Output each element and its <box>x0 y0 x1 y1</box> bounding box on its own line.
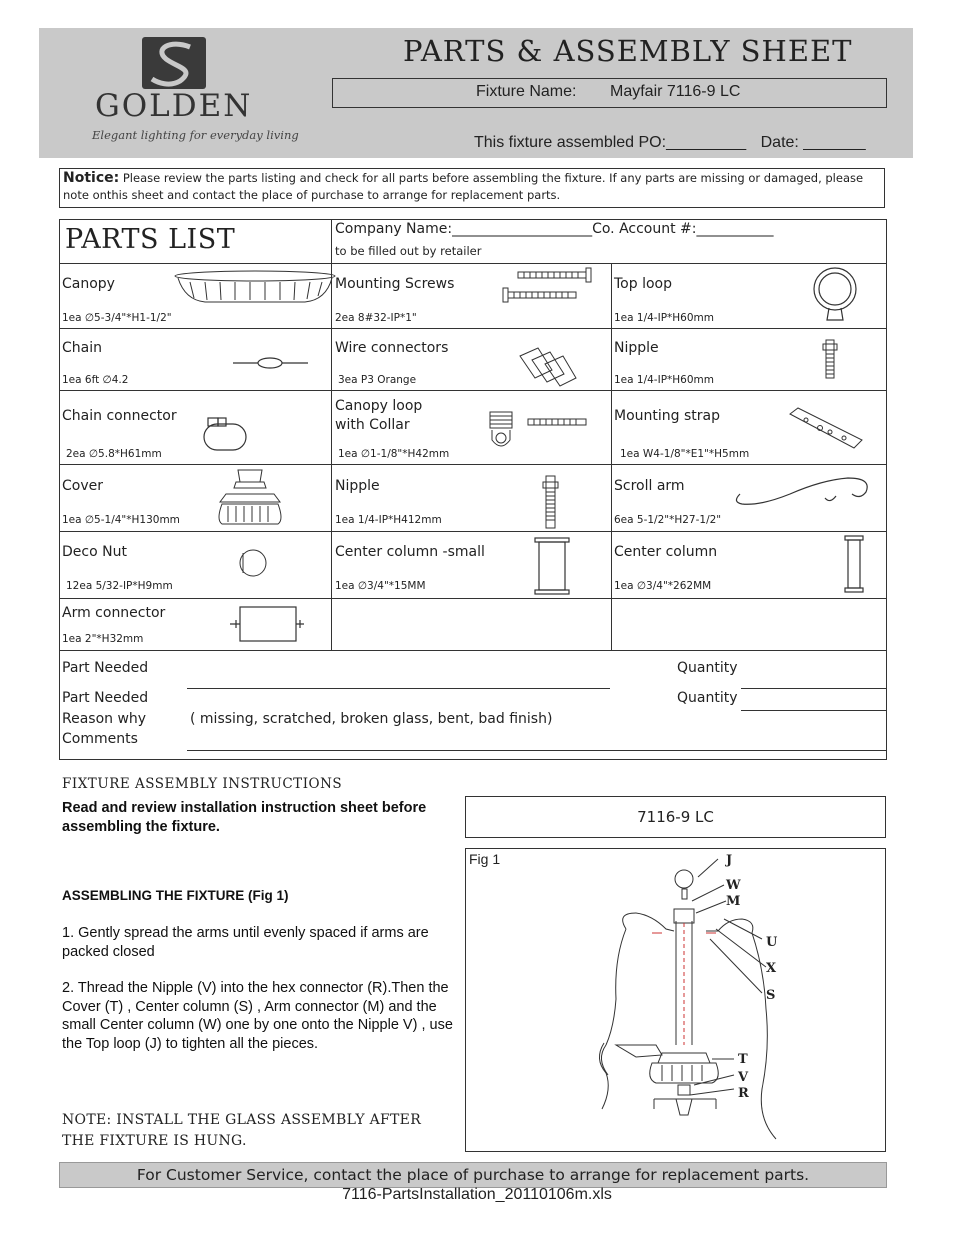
part-name: Cover <box>62 478 103 494</box>
part-needed-line[interactable] <box>187 688 610 689</box>
part-spec: 1ea 2"*H32mm <box>62 633 144 645</box>
chain-connector-icon <box>204 418 246 450</box>
notice-label: Notice: <box>63 170 120 186</box>
quantity-label: Quantity <box>677 660 738 676</box>
po-field: This fixture assembled PO:_________ <box>474 134 747 151</box>
file-name: 7116-PartsInstallation_20110106m.xls <box>342 1186 612 1203</box>
date-field: Date: _______ <box>760 134 866 151</box>
part-spec: 1ea 6ft ∅4.2 <box>62 374 129 386</box>
label-m: M <box>726 894 741 909</box>
logo-tagline: Elegant lighting for everyday living <box>92 128 299 142</box>
canopy-icon <box>175 271 335 302</box>
model-number: 7116-9 LC <box>637 808 714 826</box>
label-v: V <box>738 1070 749 1085</box>
label-t: T <box>738 1052 748 1067</box>
nipple-long-icon <box>543 476 558 528</box>
part-spec: 1ea ∅1-1/8"*H42mm <box>338 448 450 460</box>
chain-icon <box>233 358 308 368</box>
label-j: J <box>726 853 733 868</box>
part-spec: 12ea 5/32-IP*H9mm <box>66 580 173 592</box>
label-r: R <box>738 1086 749 1101</box>
read-review-text: Read and review installation instruction sheet before assembling the fixture. <box>62 800 427 835</box>
label-s: S <box>766 988 776 1003</box>
part-spec: 1ea 1/4-IP*H60mm <box>614 374 714 386</box>
nipple-icon <box>823 340 837 378</box>
fig-label: Fig 1 <box>469 851 501 867</box>
top-loop-icon <box>814 268 856 320</box>
canopy-loop-icon <box>490 412 586 446</box>
part-spec: 1ea ∅3/4"*15MM <box>335 580 426 592</box>
part-spec: 2ea ∅5.8*H61mm <box>66 448 162 460</box>
mounting-screws-icon <box>503 268 591 302</box>
fixture-name-value: Mayfair 7116-9 LC <box>610 83 741 100</box>
part-name: Mounting Screws <box>335 276 455 292</box>
part-name: Mounting strap <box>614 408 720 424</box>
part-name: Arm connector <box>62 605 166 621</box>
part-name-line2: with Collar <box>335 417 410 433</box>
parts-list-title: PARTS LIST <box>65 224 236 255</box>
deco-nut-icon <box>240 550 266 576</box>
figure-1 <box>465 848 886 1152</box>
part-spec: 6ea 5-1/2"*H27-1/2" <box>614 514 722 526</box>
step-1: 1. Gently spread the arms until evenly spaced if arms are packed closed <box>62 925 429 960</box>
part-name: Center column <box>614 544 718 560</box>
model-box <box>465 796 886 838</box>
part-name: Nipple <box>335 478 380 494</box>
quantity-line[interactable] <box>741 710 886 711</box>
part-name: Canopy <box>62 276 115 292</box>
part-spec: 1ea W4-1/8"*E1"*H5mm <box>620 448 750 460</box>
part-spec: 1ea ∅3/4"*262MM <box>614 580 712 592</box>
part-name: Chain <box>62 340 102 356</box>
part-spec: 3ea P3 Orange <box>338 374 417 386</box>
comments-label: Comments <box>62 731 138 747</box>
arm-connector-icon <box>230 607 304 641</box>
customer-service-footer: For Customer Service, contact the place of purchase to arrange for replacement parts. <box>59 1162 887 1188</box>
part-name: Nipple <box>614 340 659 356</box>
logo-word: GOLDEN <box>95 88 253 124</box>
step-2: 2. Thread the Nipple (V) into the hex connector (R).Then the Cover (T) , Center column (S) , Arm connector (M) and the small Center column (W) one by one onto the Nipple V) , use the Top loop (J) to tighten all the pieces. <box>62 980 453 1052</box>
part-name: Top loop <box>614 276 672 292</box>
company-line: Company Name:____________________Co. Account #:___________ <box>335 221 774 237</box>
section-title: FIXTURE ASSEMBLY INSTRUCTIONS <box>62 776 343 792</box>
notice-text: Please review the parts listing and check for all parts before assembling the fixture. If any parts are missing or damaged, please note onthis sheet and contact the place of purchase to arrange for replacement parts. <box>63 171 864 202</box>
wire-connectors-icon <box>520 348 576 386</box>
part-name: Canopy loop <box>335 398 423 414</box>
part-name: Deco Nut <box>62 544 127 560</box>
part-name: Chain connector <box>62 408 177 424</box>
page-title: PARTS & ASSEMBLY SHEET <box>403 34 853 68</box>
fixture-name-label: Fixture Name: <box>476 83 577 100</box>
center-column-small-icon <box>535 538 569 594</box>
part-spec: 1ea ∅5-1/4"*H130mm <box>62 514 180 526</box>
quantity-label: Quantity <box>677 690 738 706</box>
part-name: Center column -small <box>335 544 485 560</box>
cover-icon <box>219 470 281 524</box>
mounting-strap-icon <box>790 408 862 448</box>
part-needed-label: Part Needed <box>62 660 149 676</box>
scroll-arm-icon <box>736 478 867 504</box>
part-spec: 1ea 1/4-IP*H412mm <box>335 514 442 526</box>
reason-options: ( missing, scratched, broken glass, bent, bad finish) <box>190 711 553 727</box>
part-name: Scroll arm <box>614 478 685 494</box>
assembling-title: ASSEMBLING THE FIXTURE (Fig 1) <box>62 888 289 903</box>
part-spec: 2ea 8#32-IP*1" <box>335 312 417 324</box>
part-spec: 1ea ∅5-3/4"*H1-1/2" <box>62 312 172 324</box>
retailer-note: to be filled out by retailer <box>335 244 482 258</box>
label-u: U <box>766 935 778 950</box>
center-column-icon <box>845 536 863 592</box>
quantity-line[interactable] <box>741 688 886 689</box>
assembly-diagram <box>466 849 885 1151</box>
part-needed-label: Part Needed <box>62 690 149 706</box>
reason-why-label: Reason why <box>62 711 147 727</box>
install-note: NOTE: INSTALL THE GLASS ASSEMBLY AFTER THE FIXTURE IS HUNG. <box>62 1112 422 1149</box>
part-name: Wire connectors <box>335 340 449 356</box>
label-x: X <box>766 961 777 976</box>
comments-line[interactable] <box>187 750 886 751</box>
part-spec: 1ea 1/4-IP*H60mm <box>614 312 714 324</box>
label-w: W <box>726 878 741 893</box>
